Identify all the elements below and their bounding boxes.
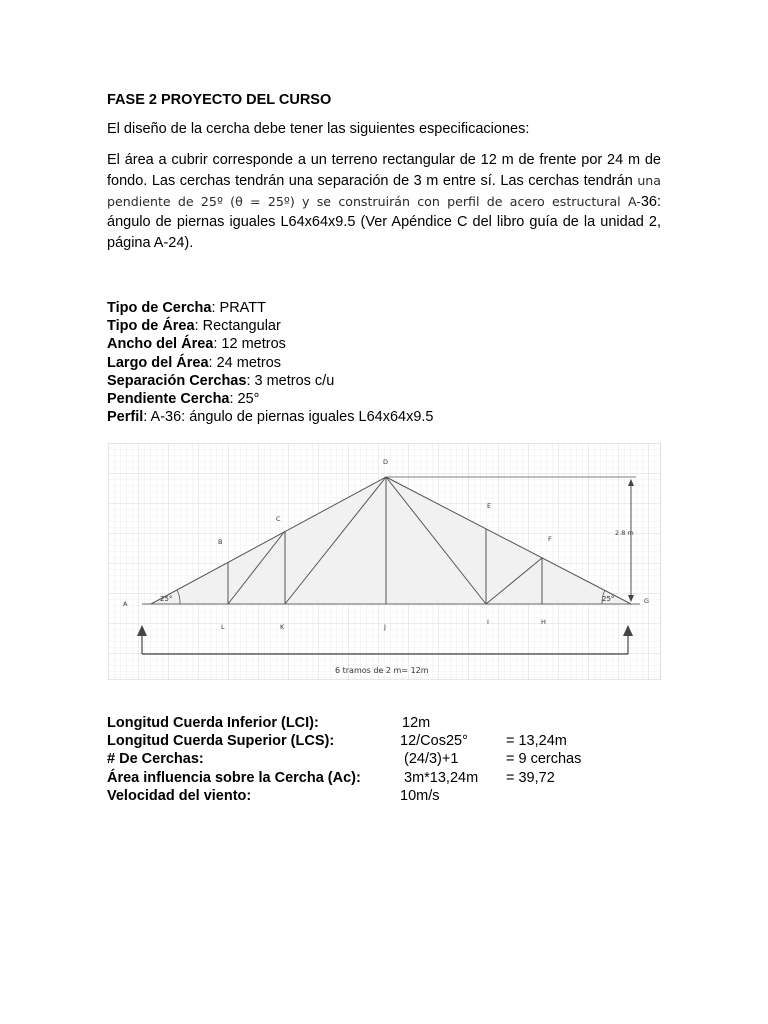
spec-item xyxy=(107,354,433,372)
node-label-g: G xyxy=(644,597,650,605)
spec-label: Tipo de Área xyxy=(107,318,195,335)
calc-label: Velocidad del viento: xyxy=(107,787,252,804)
spec-label: Tipo de Cercha xyxy=(107,300,212,316)
calc-label: # De Cerchas: xyxy=(107,751,204,768)
calc-result: = 39,72 xyxy=(506,769,555,786)
spec-value: : 12 metros xyxy=(213,336,286,353)
calc-label: Longitud Cuerda Inferior (LCI): xyxy=(107,715,319,731)
spec-value: : Rectangular xyxy=(194,318,281,335)
node-label-j: J xyxy=(384,623,386,631)
angle-label-left: 25° xyxy=(160,595,173,603)
height-label: 2.8 m xyxy=(615,529,634,537)
intro-text: El diseño de la cercha debe tener las siguientes especificaciones: xyxy=(107,121,530,137)
node-label-h: H xyxy=(541,618,546,626)
spec-value: : 24 metros xyxy=(208,354,282,371)
node-label-i: I xyxy=(487,618,489,626)
description-part-3: 36: ángulo de piernas iguales L64x64x9.5 (Ver Apéndice C del libro guía de la unidad 2, página A-24). xyxy=(107,193,661,252)
node-label-b: B xyxy=(218,538,223,546)
truss-diagram xyxy=(108,443,661,680)
spec-value: : 3 metros c/u xyxy=(246,372,335,389)
spec-item xyxy=(107,317,433,335)
node-label-c: C xyxy=(276,515,281,523)
calc-row xyxy=(107,715,667,733)
angle-label-right: 25° xyxy=(602,595,615,603)
description-part-2: una pendiente de 25º (θ = 25º) y se construirán con perfil de acero estructural A- xyxy=(107,172,661,209)
calc-formula: 12m xyxy=(402,715,431,731)
calc-label: Área influencia sobre la Cercha (Ac): xyxy=(107,769,361,786)
node-label-e: E xyxy=(487,502,492,510)
spec-item xyxy=(107,372,433,390)
calc-row xyxy=(107,733,667,751)
spec-item xyxy=(107,335,433,353)
spec-label: Perfil xyxy=(107,409,144,426)
truss-diagram-svg xyxy=(108,443,661,680)
description-part-1: El área a cubrir corresponde a un terreno rectangular de 12 m de frente por 24 m de fondo. Las cerchas tendrán una separación de 3 m entre sí. Las cerchas tendrán xyxy=(107,152,661,189)
document-title: FASE 2 PROYECTO DEL CURSO xyxy=(107,92,332,108)
calc-formula: 3m*13,24m xyxy=(404,769,479,786)
calc-result: = 9 cerchas xyxy=(506,751,582,768)
node-label-d: D xyxy=(383,458,389,466)
calc-result: = 13,24m xyxy=(506,733,567,750)
calc-row xyxy=(107,788,667,806)
span-label: 6 tramos de 2 m= 12m xyxy=(335,666,429,675)
calc-formula: (24/3)+1 xyxy=(404,751,459,768)
spec-value: : 25° xyxy=(229,391,260,408)
calc-row xyxy=(107,751,667,769)
specifications-list xyxy=(107,299,433,426)
description-paragraph xyxy=(107,150,661,254)
spec-value: : PRATT xyxy=(211,300,266,316)
calc-formula: 12/Cos25° xyxy=(400,733,468,750)
calc-label: Longitud Cuerda Superior (LCS): xyxy=(107,733,335,750)
spec-label: Largo del Área xyxy=(107,354,209,371)
calc-formula: 10m/s xyxy=(400,787,440,804)
spec-label: Pendiente Cercha xyxy=(107,391,230,408)
node-label-a: A xyxy=(123,600,128,608)
node-label-f: F xyxy=(548,535,552,543)
node-label-l: L xyxy=(221,623,225,631)
calculations-table xyxy=(107,715,667,806)
spec-label: Ancho del Área xyxy=(107,336,214,353)
spec-item xyxy=(107,390,433,408)
spec-item xyxy=(107,299,433,317)
spec-item xyxy=(107,408,433,426)
calc-row xyxy=(107,770,667,788)
spec-label: Separación Cerchas xyxy=(107,372,247,389)
node-label-k: K xyxy=(280,623,285,631)
spec-value: : A-36: ángulo de piernas iguales L64x64x9.5 xyxy=(143,409,434,426)
